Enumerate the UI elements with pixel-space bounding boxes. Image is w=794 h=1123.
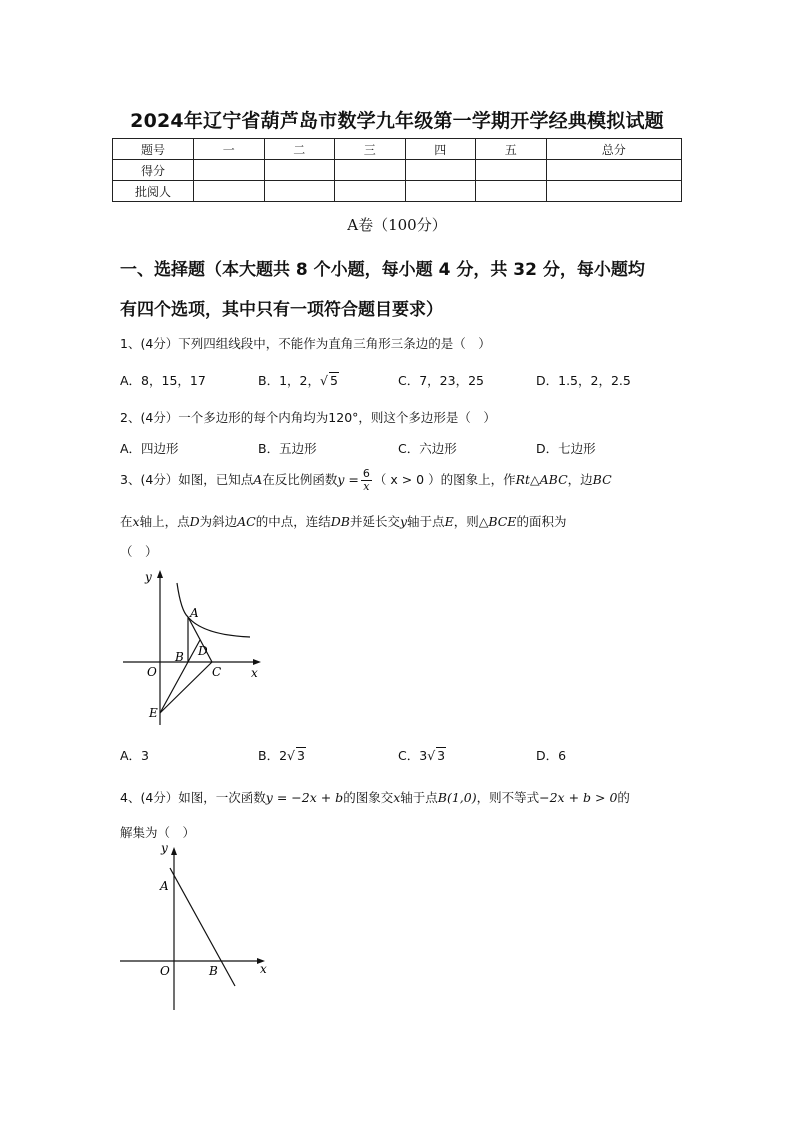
q3-label-d: D [198, 644, 208, 658]
q2-stem: 2、(4分）一个多边形的每个内角均为120°，则这个多边形是（ ） [120, 410, 496, 425]
score-header-cell: 四 [405, 139, 476, 160]
q2-option-b: B．五边形 [258, 441, 317, 456]
score-cell [264, 181, 335, 202]
score-header-cell: 五 [476, 139, 547, 160]
q3-label-y: y [145, 570, 152, 584]
q3-option-c-text: C． [398, 748, 420, 763]
score-row-label: 得分 [113, 160, 194, 181]
q3-label-a: A [190, 606, 199, 620]
q3-var: AC [237, 514, 256, 529]
q2-option-d: D．七边形 [536, 441, 596, 456]
score-cell [476, 160, 547, 181]
section-a-heading: A卷（100分） [347, 216, 447, 234]
q3-answer-paren: （ ） [120, 544, 158, 559]
q3-label-x: x [251, 666, 258, 680]
q3-var: x [132, 514, 140, 529]
q1-option-b-text: B．1，2， [258, 373, 320, 388]
q4-text: 4、(4分）如图，一次函数 [120, 790, 266, 805]
q3-text: 的图象上，作 [440, 472, 516, 487]
score-cell [335, 181, 406, 202]
score-table-header-row [113, 139, 682, 160]
q3-var: BC [592, 472, 612, 487]
q4-text: 的图象交 [343, 790, 394, 805]
q2-option-a: A．四边形 [120, 441, 179, 456]
q3-y-arrow [157, 570, 163, 578]
q3-func-lhs: y = [337, 472, 359, 487]
q1-option-c: C．7，23，25 [398, 373, 484, 388]
q4-label-b: B [209, 964, 218, 978]
q3-text: 的面积为 [516, 514, 567, 529]
q3-triangle: △BCE [478, 514, 517, 529]
score-cell [546, 160, 682, 181]
q4-text: ，则不等式 [476, 790, 540, 805]
score-cell [335, 160, 406, 181]
q3-option-b-sqrt: 3 [297, 748, 305, 763]
q3-text: 并延长交 [349, 514, 400, 529]
q3-fraction [361, 468, 372, 493]
score-cell [405, 181, 476, 202]
q3-stem-line1 [120, 468, 612, 493]
q4-function: y = −2x + b [265, 790, 344, 805]
q3-option-b-text: B． [258, 748, 280, 763]
q4-label-a: A [160, 879, 169, 893]
score-cell [194, 160, 265, 181]
score-header-cell: 二 [264, 139, 335, 160]
score-table-row [113, 160, 682, 181]
q3-text: 在反比例函数 [262, 472, 338, 487]
score-header-cell: 总分 [546, 139, 682, 160]
q3-x-arrow [253, 659, 261, 665]
q3-fraction-num: 6 [362, 467, 370, 480]
q3-text: 在 [120, 514, 133, 529]
q3-var: A [253, 472, 263, 487]
score-header-cell: 一 [194, 139, 265, 160]
q4-label-o: O [160, 964, 170, 978]
q1-option-b-sqrt: 5 [329, 373, 338, 388]
q4-stem-line2: 解集为（ ） [120, 825, 196, 840]
q3-segment-ec [160, 662, 212, 713]
q3-option-b-coef: 2 [279, 748, 288, 763]
q4-point: B(1,0) [437, 790, 477, 805]
part1-heading-line2: 有四个选项，其中只有一项符合题目要求） [120, 300, 443, 320]
part1-heading-line1: 一、选择题（本大题共 8 个小题，每小题 4 分，共 32 分，每小题均 [120, 260, 645, 280]
q3-option-b: B．2√ 3 [258, 748, 305, 763]
score-cell [194, 181, 265, 202]
score-table-row [113, 181, 682, 202]
q3-fraction-den: x [363, 480, 370, 493]
q3-label-c: C [212, 665, 222, 679]
q3-stem-line2 [120, 512, 566, 530]
q4-text: 的 [617, 790, 630, 805]
q1-option-b: B．1，2，√ 5 [258, 373, 338, 388]
q3-option-c-sqrt: 3 [437, 748, 446, 763]
q3-text: 轴上，点 [139, 514, 190, 529]
score-table [112, 138, 682, 202]
q3-option-c-coef: 3 [419, 748, 428, 763]
q3-text: 轴于点 [407, 514, 445, 529]
q3-text: ，边 [567, 472, 593, 487]
q4-text: 轴于点 [400, 790, 438, 805]
q3-condition: （ x > 0 ） [373, 472, 441, 487]
q4-label-y: y [161, 841, 168, 855]
q4-stem-line1 [120, 788, 630, 806]
q4-y-arrow [171, 847, 177, 855]
q4-line [170, 868, 235, 986]
q3-text: 3、(4分）如图，已知点 [120, 472, 254, 487]
q3-label-e: E [149, 706, 158, 720]
score-cell [546, 181, 682, 202]
q2-option-c: C．六边形 [398, 441, 457, 456]
q3-option-a: A．3 [120, 748, 150, 763]
q4-var: x [393, 790, 401, 805]
q1-stem: 1、(4分）下列四组线段中，不能作为直角三角形三条边的是（ ） [120, 336, 491, 351]
q1-option-d: D．1.5，2，2.5 [536, 373, 631, 388]
q3-var: y [399, 514, 408, 529]
q4-inequality: −2x + b > 0 [539, 790, 618, 805]
score-cell [476, 181, 547, 202]
q3-option-d: D．6 [536, 748, 567, 763]
q3-option-c: C．3√ 3 [398, 748, 446, 763]
score-cell [264, 160, 335, 181]
q3-figure [115, 565, 275, 730]
q3-text: ，则 [453, 514, 479, 529]
score-cell [405, 160, 476, 181]
page-title: 2024年辽宁省葫芦岛市数学九年级第一学期开学经典模拟试题 [130, 110, 664, 132]
score-row-label: 批阅人 [113, 181, 194, 202]
q3-var: E [444, 514, 454, 529]
q3-var: D [189, 514, 200, 529]
q4-label-x: x [260, 962, 267, 976]
q4-figure [115, 840, 280, 1015]
score-header-cell: 题号 [113, 139, 194, 160]
q3-triangle: Rt△ABC [515, 472, 568, 487]
q3-label-b: B [175, 650, 184, 664]
q3-text: 的中点，连结 [255, 514, 331, 529]
score-header-cell: 三 [335, 139, 406, 160]
q1-option-a: A．8，15，17 [120, 373, 206, 388]
q3-label-o: O [147, 665, 157, 679]
q3-text: 为斜边 [199, 514, 238, 529]
q3-var: DB [330, 514, 350, 529]
